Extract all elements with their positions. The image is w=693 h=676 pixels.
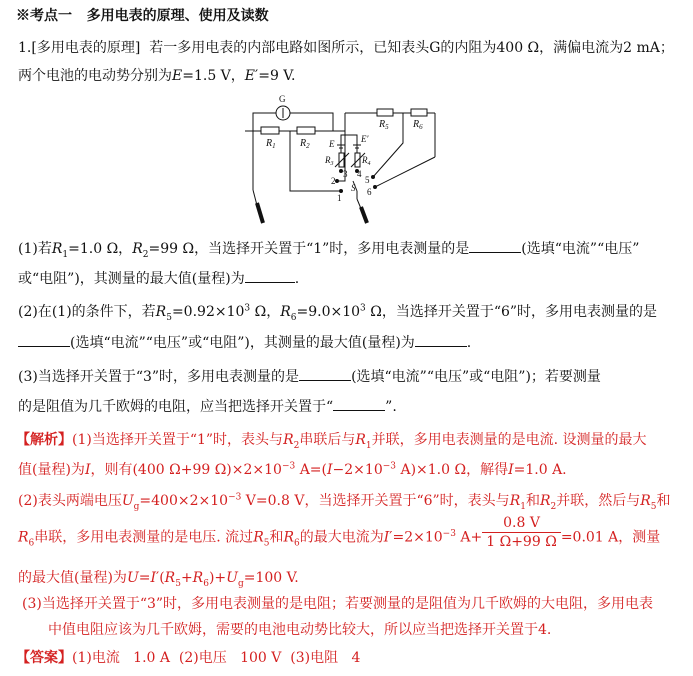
fraction-denominator: 1 Ω+99 Ω <box>486 534 557 550</box>
resistor-R6 <box>411 109 427 116</box>
analysis-p1f: A=( <box>295 462 328 478</box>
analysis-sup-3: −3 <box>228 492 242 503</box>
analysis-p2h: 和 <box>269 529 284 546</box>
q2-answer-blank-2[interactable] <box>415 332 467 347</box>
analysis-p3b: 中值电阻应该为几千欧姆，需要的电池电动势比较大，所以应当把选择开关置于4. <box>48 622 552 638</box>
q2-text-f: (选填“电流”“电压”或“电阻”)，其测量的最大值(量程)为 <box>70 335 415 351</box>
q3-answer-blank-1[interactable] <box>299 366 351 381</box>
sub-g-2: g <box>237 578 244 589</box>
analysis-p2r: =100 V. <box>243 570 299 586</box>
q1-text-a: (1)若 <box>18 241 52 257</box>
analysis-p1h: A)×1.0 Ω，解得 <box>396 462 509 478</box>
var-E: E <box>172 68 183 84</box>
probe-right <box>361 207 367 223</box>
q2-text-b: =0.92×10 <box>171 304 245 320</box>
q1-text-e: 或“电阻”)，其测量的最大值(量程)为 <box>18 271 245 287</box>
label-G: G <box>279 95 286 104</box>
q2-text-d: =9.0×10 <box>296 304 361 320</box>
var-I-2: I <box>327 462 333 478</box>
analysis-p1c: 并联，多用电表测量的是电流. 设测量的最大 <box>371 432 647 448</box>
var-R1: R <box>51 241 63 257</box>
heading-marker: ※考点一 <box>16 8 72 24</box>
q1-answer-blank-1[interactable] <box>469 238 521 253</box>
resistor-R2 <box>297 127 315 134</box>
svg-text:2: 2 <box>331 176 336 186</box>
analysis-line5: 的最大值(量程)为$U=I'(R_5+R_6)+U_g=100$ V. <box>18 570 299 589</box>
var-R2: R <box>132 241 143 257</box>
analysis-p2i: 的最大电流为 <box>299 529 384 546</box>
analysis-p2o: ′( <box>156 570 165 586</box>
analysis-p1b: 串联后与 <box>299 432 356 448</box>
var-R2-b: R <box>539 493 551 509</box>
question-3-line1 <box>18 366 601 387</box>
problem-intro-line2 <box>18 66 295 86</box>
problem-tag: [多用电表的原理] <box>31 40 141 56</box>
analysis-line7 <box>48 620 551 640</box>
q1-text-d: (选填“电流”“电压” <box>521 241 640 257</box>
analysis-p2d: 和 <box>525 493 540 509</box>
svg-text:R1: $R_1$ <box>266 138 276 150</box>
answer-tag: 【答案】 <box>16 650 72 666</box>
analysis-p2c: V=0.8 V，当选择开关置于“6”时，表头与 <box>241 493 510 509</box>
fraction-numerator: 0.8 V <box>482 514 561 533</box>
analysis-p2l: =0.01 A，测量 <box>560 529 661 546</box>
analysis-p2q: )+ <box>208 570 227 586</box>
q1-answer-blank-2[interactable] <box>245 268 295 283</box>
svg-text:S: S <box>351 183 356 193</box>
q2-sup-b: 3 <box>244 303 251 314</box>
analysis-line2 <box>18 460 567 480</box>
var-I-prime: I <box>383 529 390 546</box>
svg-text:R2: $R_2$ <box>300 138 310 150</box>
analysis-p2j: ′=2×10 <box>389 529 443 546</box>
analysis-p1d: 值(量程)为 <box>18 462 85 478</box>
var-I: I <box>84 462 91 478</box>
resistor-R1 <box>261 127 279 134</box>
problem-number: 1. <box>18 40 32 56</box>
var-R5-c: R <box>253 529 264 546</box>
probe-left <box>257 203 263 223</box>
analysis-p2a: (2)表头两端电压 <box>18 493 122 509</box>
question-2-line2 <box>18 332 471 353</box>
analysis-p2e: 并联，然后与 <box>556 493 641 509</box>
svg-text:6: 6 <box>367 187 372 197</box>
question-1-line2 <box>18 268 299 289</box>
svg-text:R6: $R_6$ <box>413 119 423 131</box>
q2-sup-d: 3 <box>360 303 366 314</box>
svg-text:R5: $R_5$ <box>379 119 389 131</box>
svg-text:4: 4 <box>357 169 362 179</box>
analysis-tag: 【解析】 <box>16 432 72 448</box>
heading-title: 多用电表的原理、使用及读数 <box>86 8 269 24</box>
question-1-line1: (1)若$R_1=1.0$ Ω，$R_2=99$ Ω，当选择开关置于“1”时，多用电表测量的是 (选填“电流”“电压” <box>18 238 639 259</box>
analysis-p1i: =1.0 A. <box>513 462 567 478</box>
intro-text-c: ′=9 V. <box>255 68 296 84</box>
svg-text:5: 5 <box>365 175 370 185</box>
q3-text-a: (3)当选择开关置于“3”时，多用电表测量的是 <box>18 369 300 385</box>
var-R5: R <box>155 304 167 320</box>
svg-text:E′: E′ <box>361 134 369 144</box>
q3-text-d: ”. <box>385 399 397 415</box>
analysis-line3: (2)表头两端电压$U_g=400\times 2\times 10^{-3}$ V=0.8 V，当选择开关置于“6”时，表头与$R_1$和$R_2$并联，然后与$R_5$和 <box>18 492 671 512</box>
analysis-sup-4: −3 <box>442 528 456 539</box>
q2-text-g: . <box>466 335 472 351</box>
analysis-p1e: ，则有(400 Ω+99 Ω)×2×10 <box>90 462 282 478</box>
analysis-p2n: = <box>138 570 151 586</box>
analysis-line6 <box>22 594 653 614</box>
question-3-line2 <box>18 396 397 417</box>
problem-intro-text: 若一多用电表的内部电路如图所示，已知表头G的内阻为400 Ω，满偏电流为2 mA； <box>149 40 674 56</box>
q1-text-c: =99 Ω，当选择开关置于“1”时，多用电表测量的是 <box>148 241 470 257</box>
q1-text-f: . <box>294 271 300 287</box>
question-2-line1: (2)在(1)的条件下，若$R_5=0.92\times 10^3$ Ω，$R_6=9.0\times 10^3$ Ω，当选择开关置于“6”时，多用电表测量的是 <box>18 303 658 323</box>
svg-text:R4: $R_4$ <box>362 155 371 167</box>
var-U-2: U <box>126 570 139 586</box>
var-R6-d: R <box>192 570 204 586</box>
var-R1-b: R <box>509 493 521 509</box>
q2-text-e: Ω，当选择开关置于“6”时，多用电表测量的是 <box>365 304 658 320</box>
answer-text: (1)电流 1.0 A (2)电压 100 V (3)电阻 4 <box>72 650 361 666</box>
svg-text:R3: $R_3$ <box>325 155 334 167</box>
q1-text-b: =1.0 Ω， <box>68 241 133 257</box>
analysis-p2p: + <box>180 570 193 586</box>
analysis-p2k: A+ <box>455 529 483 546</box>
var-U: U <box>121 493 134 509</box>
circuit-diagram <box>245 95 445 225</box>
q2-text-c: Ω， <box>250 304 281 320</box>
analysis-sup-1: −3 <box>281 461 296 472</box>
q3-text-c: 的是阻值为几千欧姆的电阻，应当把选择开关置于“ <box>18 399 334 415</box>
analysis-p2f: 和 <box>656 493 671 509</box>
fraction <box>482 514 561 551</box>
q3-text-b: (选填“电流”“电压”或“电阻”)；若要测量 <box>351 369 601 385</box>
var-R1-a: R <box>355 432 366 448</box>
analysis-p2m: 的最大值(量程)为 <box>18 570 127 586</box>
var-R5-b: R <box>640 493 651 509</box>
q2-answer-blank-1[interactable] <box>18 332 70 347</box>
svg-text:3: 3 <box>343 169 348 179</box>
var-I-prime-2: I <box>150 570 157 586</box>
analysis-p1a: (1)当选择开关置于“1”时，表头与 <box>72 432 284 448</box>
analysis-line4: $R_6$串联，多用电表测量的是电压. 流过$R_5$和$R_6$的最大电流为$I'=2\times 10^{-3}$ A+ $\frac{0.8 V}{1 \Omega+99 \Omega}$ =0.01 A，测量 <box>18 515 661 550</box>
svg-text:E: E <box>329 139 335 149</box>
analysis-p2g: 串联，多用电表测量的是电压. 流过 <box>34 529 254 546</box>
section-heading <box>16 6 269 26</box>
analysis-line1: 【解析】(1)当选择开关置于“1”时，表头与$R_2$串联后与$R_1$并联，多用电表测量的是电流. 设测量的最大 <box>16 432 647 451</box>
resistor-R5 <box>377 109 393 116</box>
intro-text-b: =1.5 V， <box>182 68 245 84</box>
analysis-p3a: (3)当选择开关置于“3”时，多用电表测量的是电阻；若要测量的是阻值为几千欧姆的大电阻，多用电表 <box>22 596 654 612</box>
analysis-p2b: =400×2×10 <box>139 493 229 509</box>
intro-text-a: 两个电池的电动势分别为 <box>18 68 172 84</box>
var-U-3: U <box>226 570 238 586</box>
sub-g: g <box>133 501 140 512</box>
var-R5-d: R <box>164 570 176 586</box>
analysis-sup-2: −3 <box>382 461 397 472</box>
answer-line <box>16 648 360 668</box>
var-E-prime: E <box>244 68 256 84</box>
var-I-3: I <box>508 462 514 478</box>
svg-text:1: 1 <box>337 193 342 203</box>
analysis-p1g: −2×10 <box>332 462 383 478</box>
var-R6-b: R <box>18 529 29 546</box>
problem-intro-line1 <box>18 38 674 58</box>
var-R6-c: R <box>283 529 295 546</box>
q2-text-a: (2)在(1)的条件下，若 <box>18 304 156 320</box>
var-R6: R <box>280 304 291 320</box>
var-R2-a: R <box>283 432 294 448</box>
q3-answer-blank-2[interactable] <box>333 396 385 411</box>
